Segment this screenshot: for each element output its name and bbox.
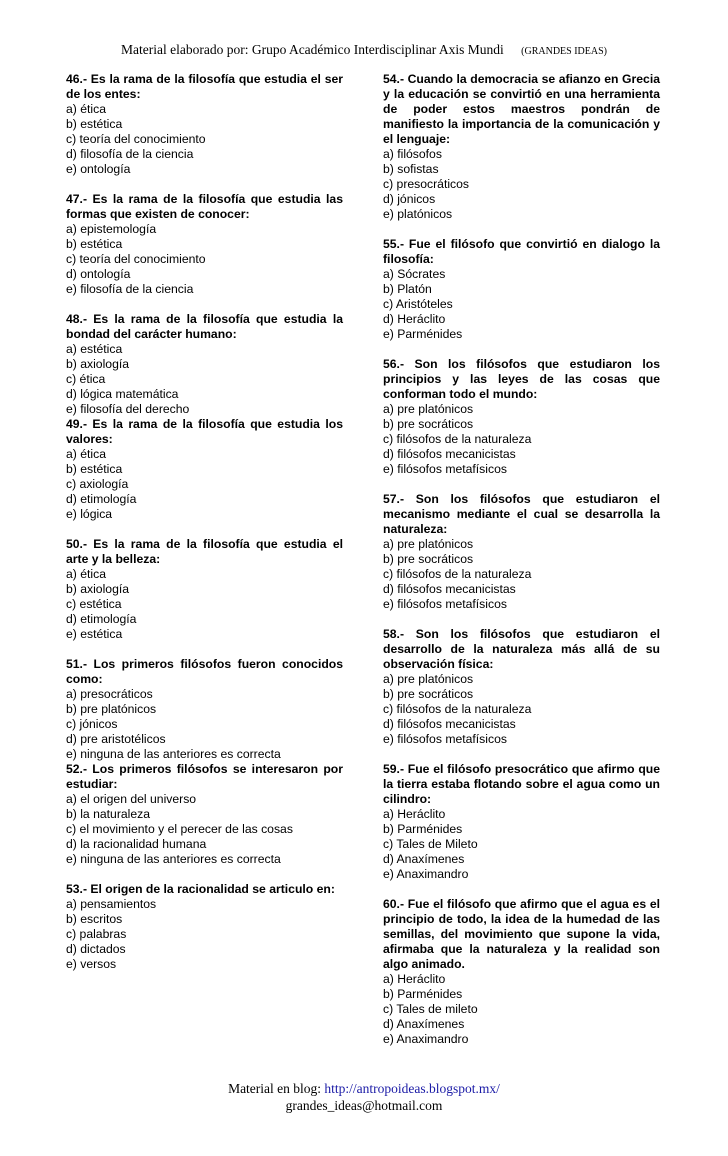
- option: a) Heráclito: [383, 807, 446, 821]
- option: a) epistemología: [66, 222, 157, 236]
- option: e) ninguna de las anteriores es correcta: [66, 852, 281, 866]
- option: b) pre socráticos: [383, 552, 474, 566]
- option: e) lógica: [66, 507, 113, 521]
- option: d) Heráclito: [383, 312, 446, 326]
- option: e) filósofos metafísicos: [383, 732, 507, 746]
- header-text: Material elaborado por: Grupo Académico Interdisciplinar Axis Mundi: [121, 42, 504, 57]
- page-footer: [0, 1080, 728, 1114]
- option: d) filósofos mecanicistas: [383, 582, 516, 596]
- option: a) ética: [66, 567, 106, 581]
- option: b) la naturaleza: [66, 807, 151, 821]
- right-column: [383, 72, 660, 1047]
- option: c) filósofos de la naturaleza: [383, 702, 532, 716]
- option: d) etimología: [66, 612, 137, 626]
- option: c) presocráticos: [383, 177, 470, 191]
- question-text: 57.- Son los filósofos que estudiaron el mecanismo mediante el cual se desarrolla la naturaleza:: [383, 492, 660, 536]
- option: e) filósofos metafísicos: [383, 597, 507, 611]
- option: c) ética: [66, 372, 106, 386]
- question-text: 46.- Es la rama de la filosofía que estudia el ser de los entes:: [66, 72, 343, 101]
- option: a) pre platónicos: [383, 402, 474, 416]
- option: d) dictados: [66, 942, 126, 956]
- question-text: 51.- Los primeros filósofos fueron conocidos como:: [66, 657, 343, 686]
- option: a) pensamientos: [66, 897, 157, 911]
- option: d) filósofos mecanicistas: [383, 717, 516, 731]
- question-text: 56.- Son los filósofos que estudiaron los principios y las leyes de las cosas que conforman todo el mundo:: [383, 357, 660, 401]
- option: a) filósofos: [383, 147, 442, 161]
- question-60: [383, 897, 660, 1047]
- option: b) axiología: [66, 357, 130, 371]
- question-text: 53.- El origen de la racionalidad se articulo en:: [66, 882, 335, 896]
- option: a) el origen del universo: [66, 792, 197, 806]
- option: e) estética: [66, 627, 123, 641]
- option: c) estética: [66, 597, 122, 611]
- option: a) Heráclito: [383, 972, 446, 986]
- option: e) Anaximandro: [383, 1032, 469, 1046]
- option: a) ética: [66, 447, 106, 461]
- option: a) Sócrates: [383, 267, 446, 281]
- left-column: [66, 72, 343, 972]
- option: b) escritos: [66, 912, 123, 926]
- option: b) pre platónicos: [66, 702, 157, 716]
- question-text: 49.- Es la rama de la filosofía que estudia los valores:: [66, 417, 343, 446]
- option: b) axiología: [66, 582, 130, 596]
- option: d) etimología: [66, 492, 137, 506]
- option: b) Platón: [383, 282, 432, 296]
- option: e) filosofía de la ciencia: [66, 282, 194, 296]
- option: c) jónicos: [66, 717, 118, 731]
- page-header: [0, 42, 728, 58]
- question-47: [66, 192, 343, 297]
- option: c) axiología: [66, 477, 129, 491]
- option: c) Tales de mileto: [383, 1002, 478, 1016]
- footer-email: grandes_ideas@hotmail.com: [285, 1098, 443, 1113]
- question-52: [66, 762, 343, 867]
- question-54: [383, 72, 660, 222]
- option: e) platónicos: [383, 207, 453, 221]
- option: d) la racionalidad humana: [66, 837, 207, 851]
- option: a) pre platónicos: [383, 537, 474, 551]
- blog-link[interactable]: http://antropoideas.blogspot.mx/: [324, 1081, 500, 1096]
- option: d) filósofos mecanicistas: [383, 447, 516, 461]
- option: c) teoría del conocimiento: [66, 132, 206, 146]
- question-text: 48.- Es la rama de la filosofía que estudia la bondad del carácter humano:: [66, 312, 343, 341]
- option: a) presocráticos: [66, 687, 153, 701]
- option: c) Tales de Mileto: [383, 837, 478, 851]
- option: d) Anaxímenes: [383, 1017, 465, 1031]
- question-58: [383, 627, 660, 747]
- option: e) Parménides: [383, 327, 463, 341]
- option: e) Anaximandro: [383, 867, 469, 881]
- option: e) filosofía del derecho: [66, 402, 190, 416]
- question-59: [383, 762, 660, 882]
- option: e) versos: [66, 957, 117, 971]
- option: b) estética: [66, 462, 123, 476]
- option: d) ontología: [66, 267, 131, 281]
- option: b) estética: [66, 237, 123, 251]
- question-51: [66, 657, 343, 762]
- option: b) estética: [66, 117, 123, 131]
- option: b) pre socráticos: [383, 417, 474, 431]
- option: d) lógica matemática: [66, 387, 179, 401]
- question-49: [66, 417, 343, 522]
- question-text: 60.- Fue el filósofo que afirmo que el agua es el principio de todo, la idea de la humedad de las semillas, del movimiento que supone la vida, afirmaba que la naturaleza y la realidad son algo animado.: [383, 897, 660, 971]
- question-53: [66, 882, 343, 972]
- option: a) pre platónicos: [383, 672, 474, 686]
- option: a) estética: [66, 342, 123, 356]
- question-50: [66, 537, 343, 642]
- option: c) filósofos de la naturaleza: [383, 432, 532, 446]
- question-text: 54.- Cuando la democracia se afianzo en Grecia y la educación se convirtió en una herramienta de poder estos maestros pondrán de manifiesto la importancia de la comunicación y el lenguaje:: [383, 72, 660, 146]
- option: c) filósofos de la naturaleza: [383, 567, 532, 581]
- option: b) pre socráticos: [383, 687, 474, 701]
- option: c) teoría del conocimiento: [66, 252, 206, 266]
- option: e) ontología: [66, 162, 131, 176]
- option: e) ninguna de las anteriores es correcta: [66, 747, 281, 761]
- question-text: 58.- Son los filósofos que estudiaron el desarrollo de la naturaleza más allá de su observación física:: [383, 627, 660, 671]
- option: d) jónicos: [383, 192, 436, 206]
- option: c) el movimiento y el perecer de las cosas: [66, 822, 293, 836]
- option: d) pre aristotélicos: [66, 732, 166, 746]
- option: c) Aristóteles: [383, 297, 453, 311]
- question-56: [383, 357, 660, 477]
- question-text: 52.- Los primeros filósofos se interesaron por estudiar:: [66, 762, 343, 791]
- question-57: [383, 492, 660, 612]
- question-text: 50.- Es la rama de la filosofía que estudia el arte y la belleza:: [66, 537, 343, 566]
- option: c) palabras: [66, 927, 127, 941]
- option: e) filósofos metafísicos: [383, 462, 507, 476]
- question-text: 47.- Es la rama de la filosofía que estudia las formas que existen de conocer:: [66, 192, 343, 221]
- option: a) ética: [66, 102, 106, 116]
- option: b) Parménides: [383, 822, 463, 836]
- option: d) Anaxímenes: [383, 852, 465, 866]
- question-48: [66, 312, 343, 417]
- option: b) Parménides: [383, 987, 463, 1001]
- footer-label: Material en blog:: [228, 1081, 322, 1096]
- question-46: [66, 72, 343, 177]
- question-55: [383, 237, 660, 342]
- option: b) sofistas: [383, 162, 439, 176]
- question-text: 55.- Fue el filósofo que convirtió en dialogo la filosofía:: [383, 237, 660, 266]
- header-small: (GRANDES IDEAS): [521, 46, 607, 57]
- question-text: 59.- Fue el filósofo presocrático que afirmo que la tierra estaba flotando sobre el agua como un cilindro:: [383, 762, 660, 806]
- option: d) filosofía de la ciencia: [66, 147, 194, 161]
